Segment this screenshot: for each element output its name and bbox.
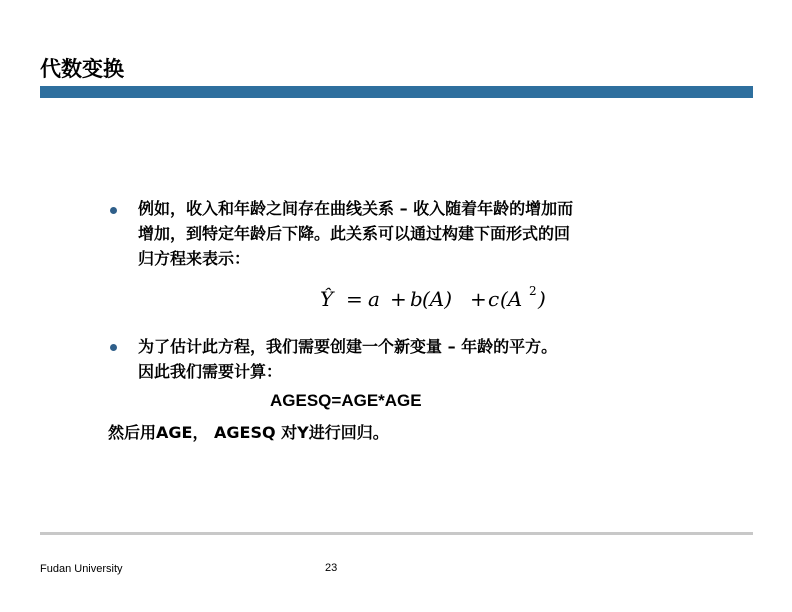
computation-line: AGESQ=AGE*AGE — [270, 391, 422, 410]
bullet-text-2 — [138, 334, 557, 384]
bullet-1-line-2: 增加，到特定年龄后下降。此关系可以通过构建下面形式的回 — [138, 224, 571, 243]
formula-c: c — [488, 287, 500, 311]
formula-exponent: 2 — [529, 284, 537, 298]
bullet-dot-2 — [110, 344, 117, 351]
bullet-text-1 — [138, 196, 573, 271]
formula-equals: = — [346, 287, 363, 311]
formula-a: a — [368, 287, 380, 311]
bullet-2-line-2: 因此我们需要计算： — [138, 362, 283, 381]
bullet-1-line-3: 归方程来表示： — [138, 249, 251, 268]
formula-b: b — [410, 287, 423, 311]
formula-a-term: (A) — [422, 287, 453, 311]
bullet-dot-1 — [110, 207, 117, 214]
formula-plus-1: + — [390, 287, 407, 311]
formula-close-paren: ) — [538, 287, 546, 311]
bullet-1-line-1: 例如，收入和年龄之间存在曲线关系 – 收入随着年龄的增加而 — [138, 199, 574, 218]
slide-title: 代数变换 — [40, 56, 124, 81]
formula-y-hat: Ŷ — [320, 287, 334, 311]
formula-plus-2: + — [470, 287, 487, 311]
footer-rule — [40, 532, 753, 535]
regression-formula — [318, 282, 558, 314]
footer-university: Fudan University — [40, 563, 123, 575]
formula-a-squared: (A — [500, 287, 523, 311]
bullet-2-line-1: 为了估计此方程，我们需要创建一个新变量 – 年龄的平方。 — [138, 337, 558, 356]
final-text: 然后用AGE， AGESQ 对Y进行回归。 — [108, 423, 389, 442]
title-bar — [40, 86, 753, 98]
footer-page-number: 23 — [325, 562, 338, 574]
